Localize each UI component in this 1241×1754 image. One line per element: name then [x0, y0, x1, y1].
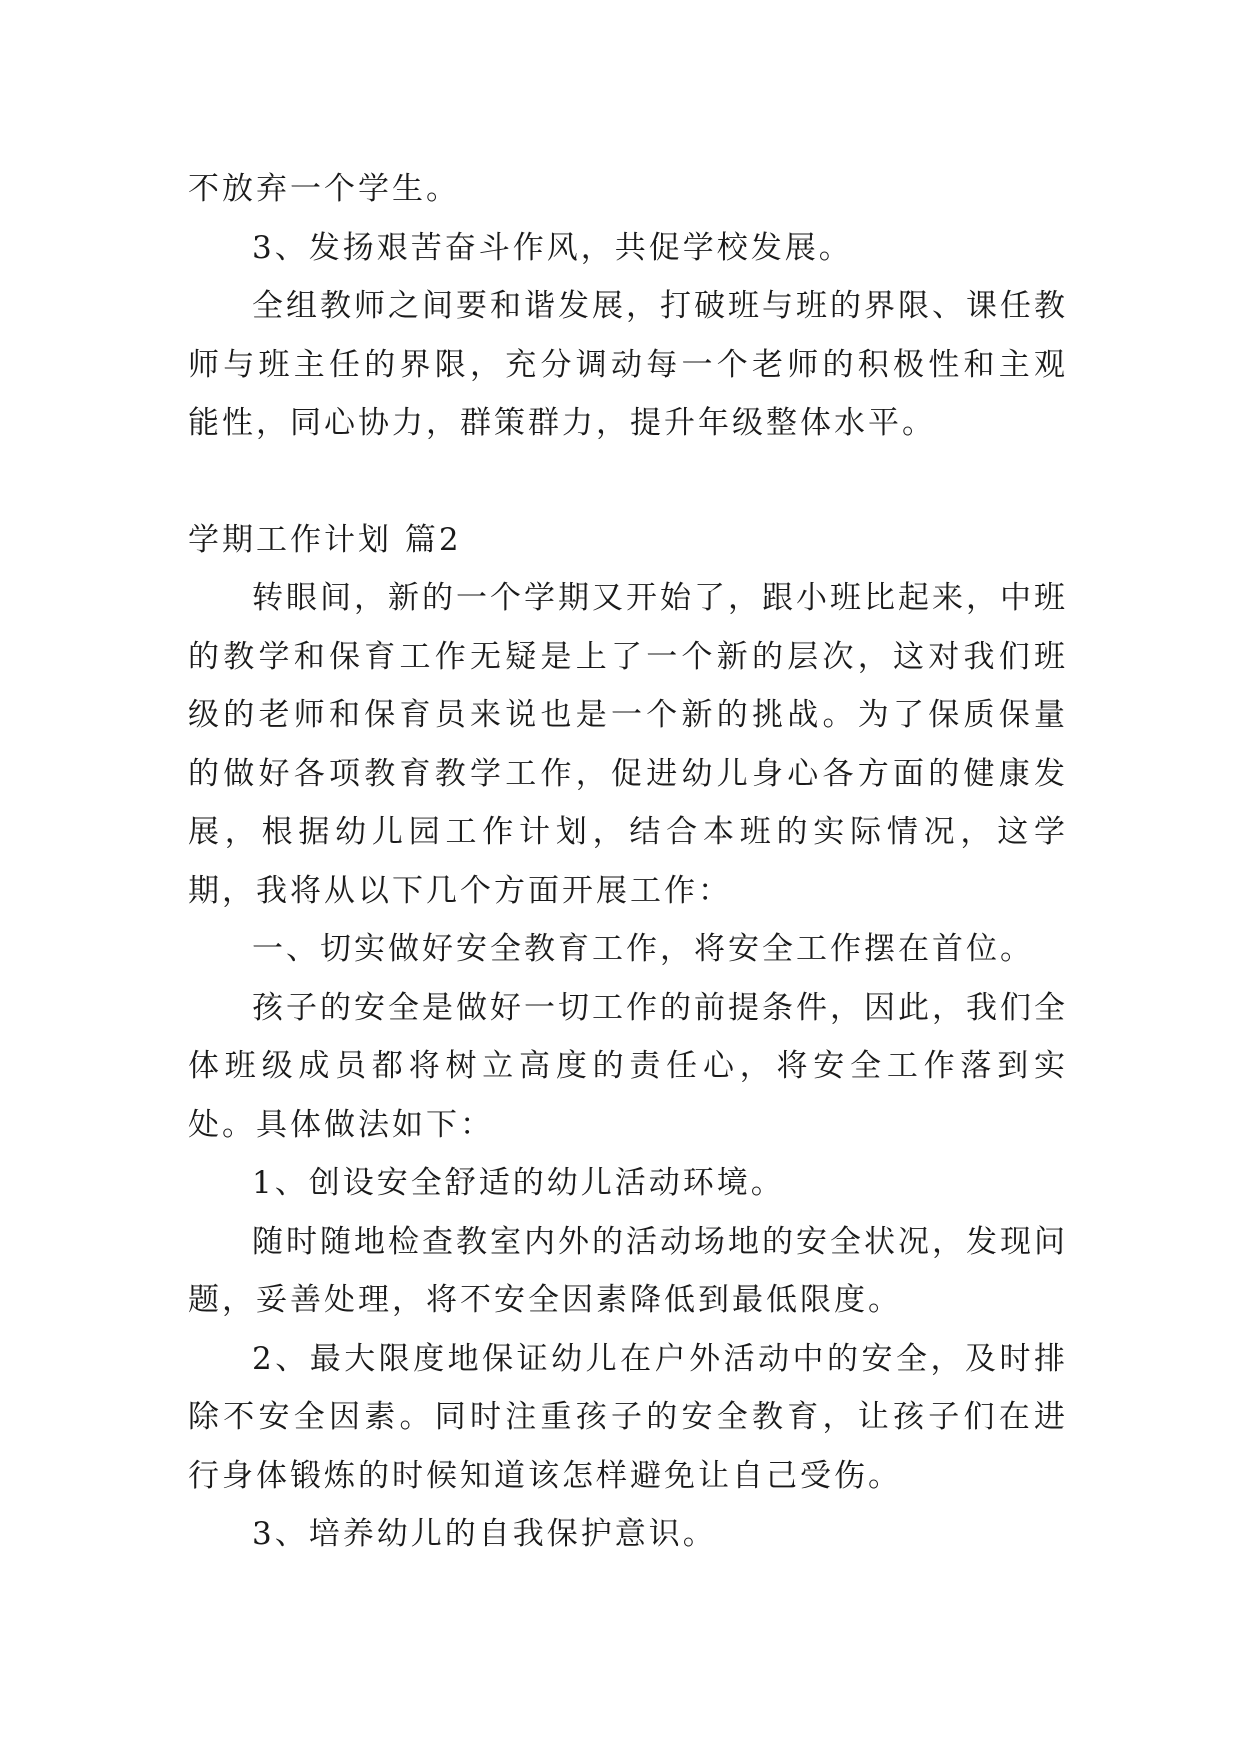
section-spacer	[188, 453, 1068, 511]
paragraph-intro: 转眼间，新的一个学期又开始了，跟小班比起来，中班的教学和保育工作无疑是上了一个新的层次，这对我们班级的老师和保育员来说也是一个新的挑战。为了保质保量的做好各项教育教学工作，促进幼儿身心各方面的健康发展，根据幼儿园工作计划，结合本班的实际情况，这学期，我将从以下几个方面开展工作：	[188, 580, 1068, 909]
paragraph-item-3b: 3、培养幼儿的自我保护意识。	[252, 1516, 717, 1552]
paragraph-teacher-harmony: 全组教师之间要和谐发展，打破班与班的界限、课任教师与班主任的界限，充分调动每一个老师的积极性和主观能性，同心协力，群策群力，提升年级整体水平。	[188, 288, 1068, 441]
document-body	[188, 160, 1068, 1564]
paragraph-safety-title: 一、切实做好安全教育工作，将安全工作摆在首位。	[252, 931, 1034, 967]
paragraph-item-3: 3、发扬艰苦奋斗作风，共促学校发展。	[252, 229, 853, 266]
paragraph-item-1: 1、创设安全舒适的幼儿活动环境。	[252, 1165, 785, 1201]
paragraph-continuation: 不放弃一个学生。	[188, 171, 460, 207]
paragraph-item-2: 2、最大限度地保证幼儿在户外活动中的安全，及时排除不安全因素。同时注重孩子的安全教育，让孩子们在进行身体锻炼的时候知道该怎样避免让自己受伤。	[188, 1340, 1068, 1494]
section-heading: 学期工作计划 篇2	[188, 521, 462, 558]
paragraph-safety-body: 孩子的安全是做好一切工作的前提条件，因此，我们全体班级成员都将树立高度的责任心，将安全工作落到实处。具体做法如下：	[188, 989, 1068, 1143]
paragraph-inspection: 随时随地检查教室内外的活动场地的安全状况，发现问题，妥善处理，将不安全因素降低到最低限度。	[188, 1223, 1068, 1318]
